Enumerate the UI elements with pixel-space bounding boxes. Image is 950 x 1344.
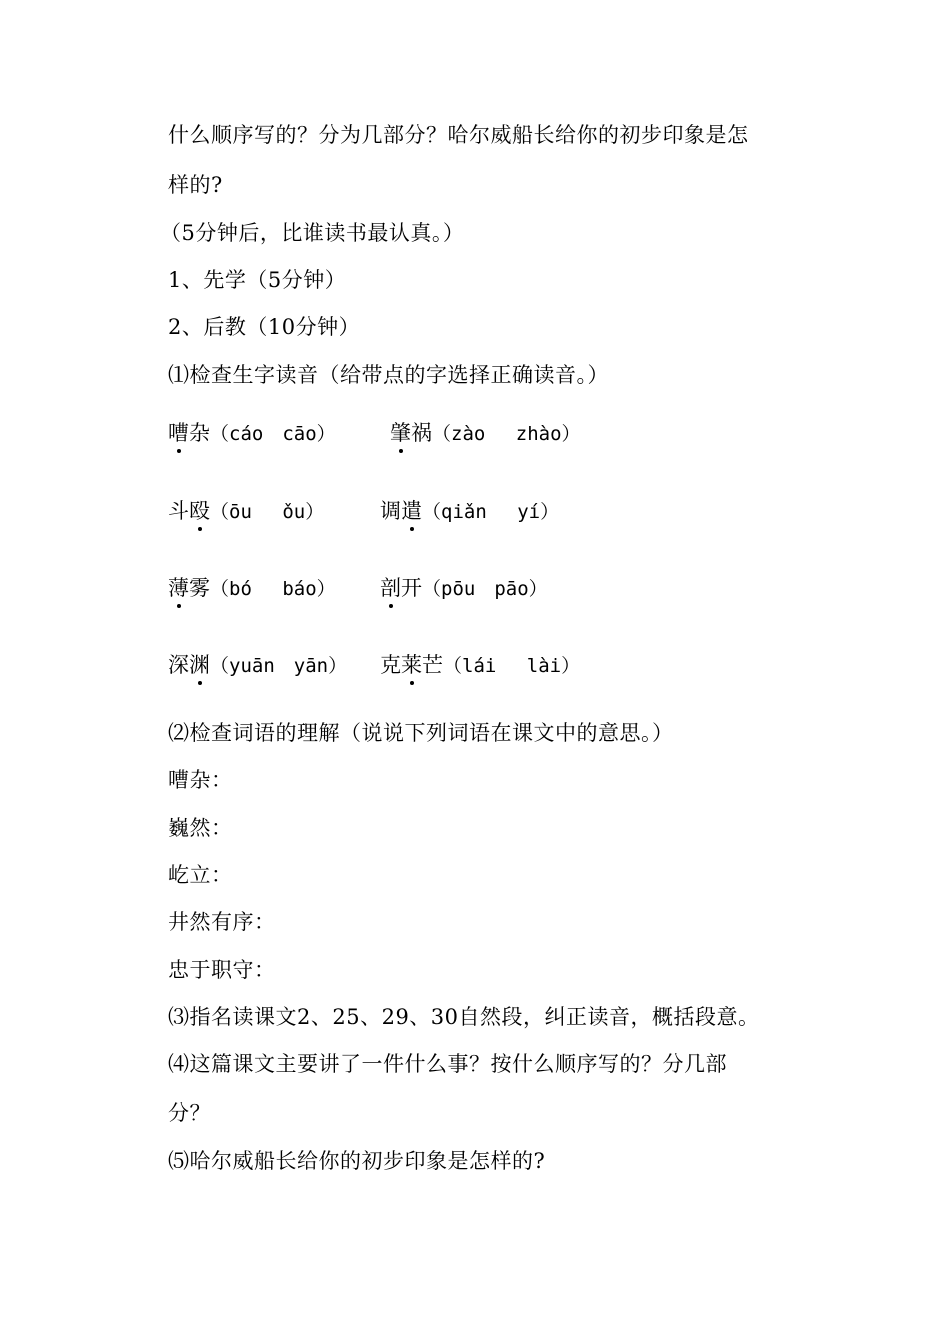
vocab-word: 嘈杂： xyxy=(168,768,233,792)
task-check-pronunciation: ⑴检查生字读音（给带点的字选择正确读音。） xyxy=(168,363,609,387)
pinyin-item: 深渊（yuān yān） xyxy=(168,653,348,677)
task-read-paragraphs: ⑶指名读课文2、25、29、30自然段，纠正读音，概括段意。 xyxy=(168,1005,760,1029)
section-heading-then-teach: 2、后教（10分钟） xyxy=(168,315,361,339)
vocab-word: 井然有序： xyxy=(168,910,276,934)
task-impression: ⑸哈尔威船长给你的初步印象是怎样的? xyxy=(168,1149,546,1173)
task-check-vocabulary: ⑵检查词语的理解（说说下列词语在课文中的意思。） xyxy=(168,721,674,745)
pinyin-item: 调遣（qiǎn yí） xyxy=(380,499,560,523)
pinyin-item: 斗殴（ōu ǒu） xyxy=(168,499,325,523)
pinyin-item: 肇祸（zào zhào） xyxy=(390,421,581,445)
paragraph-question-line-2: 样的? xyxy=(168,173,223,197)
pinyin-item: 剖开（pōu pāo） xyxy=(380,576,548,600)
task-main-idea-line-2: 分？ xyxy=(168,1101,211,1125)
vocab-word: 屹立： xyxy=(168,863,233,887)
vocab-word: 忠于职守： xyxy=(168,958,276,982)
pinyin-item: 薄雾（bó báo） xyxy=(168,576,336,600)
pinyin-item: 嘈杂（cáo cāo） xyxy=(168,421,336,445)
paragraph-time-note: （5分钟后，比谁读书最认真。） xyxy=(160,221,465,245)
paragraph-question-line-1: 什么顺序写的？分为几部分？哈尔威船长给你的初步印象是怎 xyxy=(168,123,749,147)
vocab-word: 巍然： xyxy=(168,816,233,840)
pinyin-item: 克莱芒（lái lài） xyxy=(380,653,581,677)
task-main-idea-line-1: ⑷这篇课文主要讲了一件什么事？按什么顺序写的？分几部 xyxy=(168,1052,727,1076)
section-heading-first-learn: 1、先学（5分钟） xyxy=(168,268,347,292)
